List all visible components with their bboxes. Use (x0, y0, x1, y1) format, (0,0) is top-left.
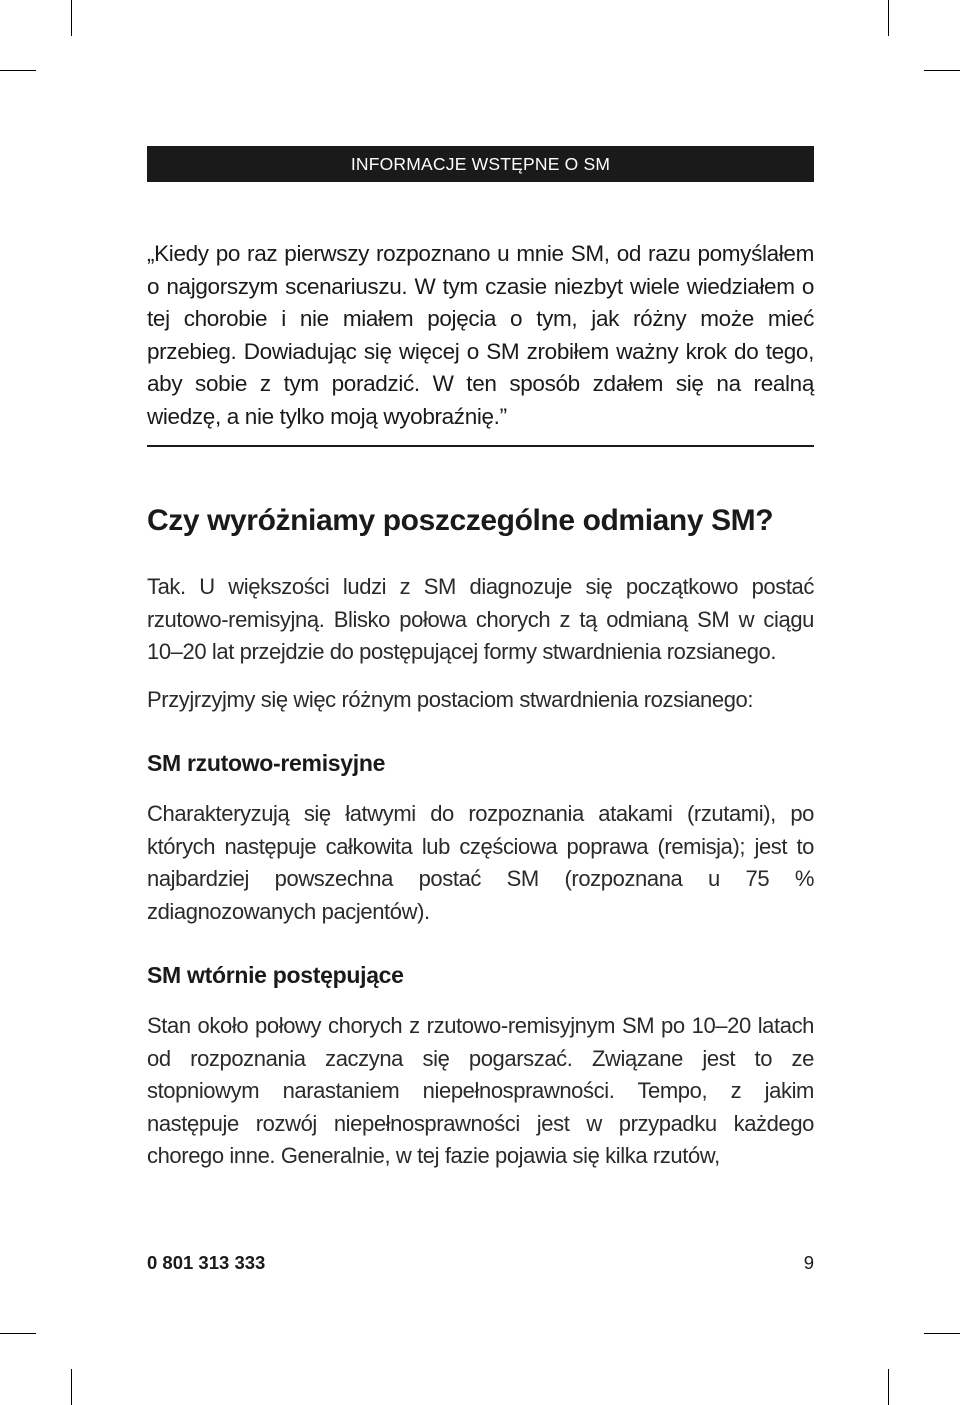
crop-mark (71, 0, 72, 36)
crop-mark (888, 0, 889, 36)
crop-mark (0, 70, 36, 71)
crop-mark (924, 70, 960, 71)
secondary-progressive-paragraph: Stan około połowy chorych z rzutowo-remisyjnym SM po 10–20 latach od rozpoznania zaczyna się pogarszać. Związane jest to ze stopniowym narastaniem niepełnosprawności. Tempo, z jakim następuje rozwój niepełnosprawności jest w przypadku każdego chorego inne. Generalnie, w tej fazie pojawia się kilka rzutów, (147, 1013, 814, 1168)
crop-mark (888, 1369, 889, 1405)
subheading-relapsing-remitting: SM rzutowo-remisyjne (147, 750, 386, 776)
crop-mark (71, 1369, 72, 1405)
footer-phone: 0 801 313 333 (147, 1252, 266, 1273)
relapsing-remitting-paragraph: Charakteryzują się łatwymi do rozpoznania atakami (rzutami), po których następuje całkowita lub częściowa poprawa (remisja); jest to najbardziej powszechna postać SM (rozpoznana u 75 % zdiagnozowanych pacjentów). (147, 801, 814, 924)
page-title: Czy wyróżniamy poszczególne odmiany SM? (147, 504, 774, 537)
page-content (147, 238, 814, 1173)
section-header-label: INFORMACJE WSTĘPNE O SM (350, 153, 611, 174)
patient-quote: „Kiedy po raz pierwszy rozpoznano u mnie SM, od razu pomyślałem o najgorszym scenariuszu. W tym czasie niezbyt wiele wiedziałem o tej chorobie i nie miałem pojęcia o tym, jak różny może mieć przebieg. Dowiadując się więcej o SM zrobiłem ważny krok do tego, aby sobie z tym poradzić. W ten sposób zdałem się na realną wiedzę, a nie tylko moją wyobraźnię.” (147, 238, 814, 447)
subheading-secondary-progressive: SM wtórnie postępujące (147, 962, 404, 988)
crop-mark (0, 1333, 36, 1334)
section-header-bar (147, 146, 814, 182)
page-number: 9 (803, 1252, 814, 1273)
intro-paragraph: Tak. U większości ludzi z SM diagnozuje się początkowo postać rzutowo-remisyjną. Blisko połowa chorych z tą odmianą SM w ciągu 10–20 lat przejdzie do postępującej formy stwardnienia rozsianego. (147, 574, 814, 664)
crop-mark (924, 1333, 960, 1334)
types-lead-paragraph: Przyjrzyjmy się więc różnym postaciom stwardnienia rozsianego: (147, 686, 754, 712)
